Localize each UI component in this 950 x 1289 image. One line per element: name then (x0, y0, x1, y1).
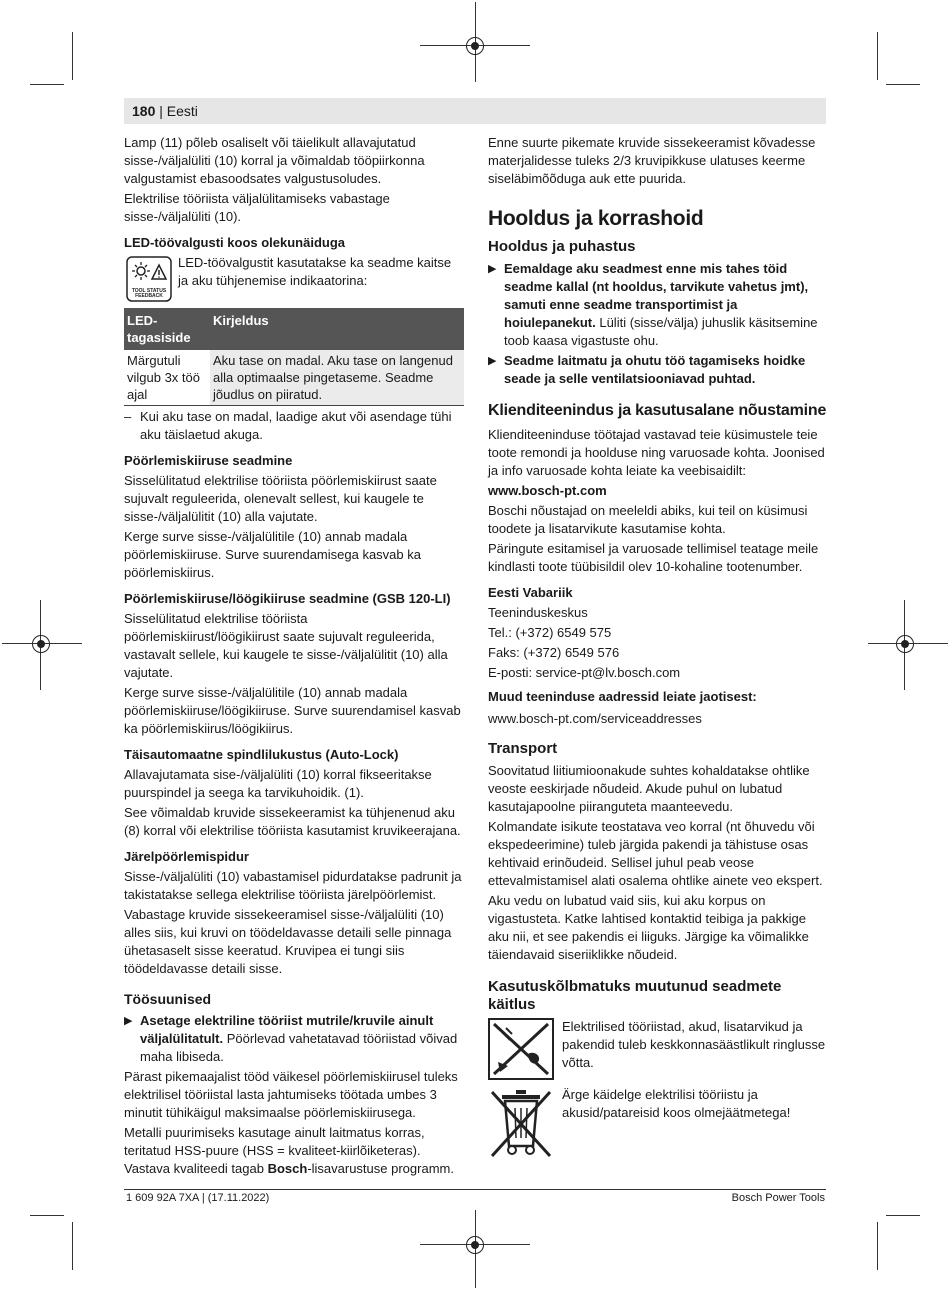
paragraph: Kerge surve sisse-/väljalülitile (10) annab madala pöörlemiskiiruse. Surve suurendamisega kasvab ka pöörlemiskiirus. (124, 529, 421, 580)
svg-text:FEEDBACK: FEEDBACK (135, 293, 163, 299)
footer-brand: Bosch Power Tools (731, 1192, 825, 1204)
section-heading: Järelpöörlemispidur (124, 849, 249, 864)
led-intro-row (124, 254, 464, 302)
paragraph: See võimaldab kruvide sissekeeramist ka tühjenenud aku (8) korral või elektrilise tööriista kasutamist kruvikeerajana. (124, 805, 461, 838)
paragraph: Sisselülitatud elektrilise tööriista pöörlemiskiirust saate sujuvalt reguleerida, olenevalt sellest, kui kaugele te sisse-/väljalülitit (10) alla vajutate. (124, 473, 437, 524)
list-item: ▶ Eemaldage aku seadmest enne mis tahes töid seadme kallal (nt hooldus, tarvikute vahetus jmt), samuti enne seadme transportimist ja hoiulepanekut. Lüliti (sisse/välja) juhuslik käsitsemine toob kaasa vigastuste ohu. (488, 261, 818, 348)
paragraph: Elektrilised tööriistad, akud, lisatarvikud ja pakendid tuleb keskkonnasäästlikult ringlusse võtta. (562, 1019, 826, 1070)
disposal-row (488, 1018, 828, 1080)
paragraph: Metalli puurimiseks kasutage ainult laitmatus korras, teritatud HSS-puure (HSS = kvaliteet-kiirlõiketeras). Vastava kvaliteedi tagab Bosch-lisavarustuse programm. (124, 1125, 454, 1176)
svg-text:TOOL STATUS: TOOL STATUS (131, 288, 167, 294)
table-cell: Märgutuli vilgub 3x töö ajal (124, 350, 210, 406)
paragraph: Lamp (11) põleb osaliselt või täielikult allavajutatud sisse-/väljalüliti (10) korral ja võimaldab tööpiirkonna valgustamist ebasoodsates valgustusoludes. (124, 135, 425, 186)
page-number: 180 (132, 103, 156, 119)
paragraph: Allavajutamata sise-/väljalüliti (10) korral fikseeritakse puurspindel ja seega ka tarvikuhoidik. (1). (124, 767, 432, 800)
list-item: ▶ Asetage elektriline tööriist mutrile/kruvile ainult väljalülitatult. Pöörlevad vahetatavad tööriistad võivad maha libiseda. (124, 1013, 458, 1064)
paragraph: Päringute esitamisel ja varuosade tellimisel teatage meile kindlasti toote tüübisildil olev 10-kohaline tootenumber. (488, 541, 819, 574)
paragraph: Sisselülitatud elektrilise tööriista pöörlemiskiirust/löögikiirust saate sujuvalt reguleerida, vastavalt sellele, kui kaugele te sisse-/väljalülitit (10) alla vajutate. (124, 611, 448, 680)
crop-mark (877, 32, 878, 80)
registration-mark-icon (32, 635, 50, 653)
section-heading: Klienditeenindus ja kasutusalane nõustamine (488, 402, 827, 419)
recycle-no-dumping-icon (488, 1018, 554, 1080)
paragraph: Enne suurte pikemate kruvide sissekeeramist kõvadesse materjalidesse tuleks 2/3 kruvipikkuse ulatuses keerme siseläbimõõduga auk ette puurida. (488, 135, 816, 186)
paragraph: Kerge surve sisse-/väljalülitile (10) annab madala pöörlemiskiiruse/löögikiiruse. Surve suurendamisel kasvab ka pöörlemiskiirus/löögikiirus. (124, 685, 461, 736)
list-item: – Kui aku tase on madal, laadige akut või asendage tühi aku täislaetud akuga. (124, 409, 452, 442)
footer-divider (124, 1189, 826, 1190)
paragraph: Sisse-/väljalüliti (10) vabastamisel pidurdatakse padrunit ja takistatakse sellega elektrilise tööriista järelpöörlemist. (124, 869, 462, 902)
crossed-out-bin-icon (488, 1086, 554, 1158)
paragraph: Pärast pikemaajalist tööd väikesel pöörlemiskiirusel tuleks elektrilisel tööriistal lasta jahtumiseks töötada umbes 3 minutit tühikäigul maksimaalse pöörlemiskiirusega. (124, 1069, 458, 1120)
table-row (124, 350, 464, 406)
section-heading: Töösuunised (124, 991, 212, 1007)
paragraph: Elektrilise tööriista väljalülitamiseks vabastage sisse-/väljalüliti (10). (124, 191, 390, 224)
section-heading: Pöörlemiskiiruse/löögikiiruse seadmine (GSB 120-LI) (124, 591, 451, 606)
paragraph: Boschi nõustajad on meeleldi abiks, kui teil on küsimusi toodete ja lisatarvikute kasutamise kohta. (488, 503, 808, 536)
section-heading: Transport (488, 740, 558, 757)
crop-mark (72, 1222, 73, 1270)
service-link[interactable]: www.bosch-pt.com (488, 483, 607, 498)
paragraph: Ärge käidelge elektrilisi tööriistu ja akusid/patareisid koos olmejäätmetega! (562, 1087, 791, 1120)
paragraph: Kolmandate isikute teostatava veo korral (nt õhuvedu või ekspedeerimine) tuleb järgida pakendi ja tähistuse osas kehtivaid erinõudeid. Sellisel juhul peab veose ettevalmistamisel alati osalema ohtlike ainete veo ekspert. (488, 819, 823, 888)
language-label: Eesti (166, 103, 198, 119)
crop-mark (877, 1222, 878, 1270)
table-header-row (124, 308, 464, 350)
crop-mark (30, 84, 64, 85)
crop-mark (30, 1215, 64, 1216)
paragraph: Aku vedu on lubatud vaid siis, kui aku korpus on vigastusteta. Katke lahtised kontaktid teibiga ja pakkige aku nii, et see pakendis ei liiguks. Järgige ka võimalikke täiendavaid siseriiklikke nõudeid. (488, 893, 809, 962)
registration-mark-icon (896, 635, 914, 653)
service-addresses-link[interactable]: www.bosch-pt.com/serviceaddresses (488, 711, 702, 726)
page-header: 180 | Eesti (124, 98, 826, 124)
paragraph: Klienditeeninduse töötajad vastavad teie küsimustele teie toote remondi ja hoolduse ning varuosade kohta. Joonised ja info varuosade kohta leiate ka veebisaidilt: (488, 427, 825, 478)
disposal-row (488, 1086, 828, 1158)
registration-mark-icon (466, 1236, 484, 1254)
footer-doc-id: 1 609 92A 7XA | (17.11.2022) (126, 1192, 270, 1204)
section-heading: Kasutuskõlbmatuks muutunud seadmete käitlus (488, 978, 782, 1013)
paragraph: Soovitatud liitiumioonakude suhtes kohaldatakse ohtlike veoste eeskirjade nõudeid. Akude puhul on lubatud kasutajapoolne piiranguteta maanteevedu. (488, 763, 810, 814)
country-label: Eesti Vabariik (488, 585, 573, 600)
chapter-heading: Hooldus ja korrashoid (488, 207, 704, 230)
left-column (124, 134, 464, 1180)
crop-mark (886, 84, 920, 85)
service-center: Teeninduskeskus (488, 605, 588, 620)
section-heading: LED-töövalgusti koos olekunäiduga (124, 235, 346, 250)
section-heading: Hooldus ja puhastus (488, 238, 636, 255)
phone: Tel.: (+372) 6549 575 (488, 625, 612, 640)
table-header-cell: Kirjeldus (210, 308, 464, 350)
registration-mark-icon (466, 37, 484, 55)
led-table (124, 308, 464, 406)
table-header-cell: LED-tagasiside (124, 308, 210, 350)
paragraph: LED-töövalgustit kasutatakse ka seadme kaitse ja aku tühjenemise indikaatorina: (178, 255, 452, 288)
email[interactable]: E-posti: service-pt@lv.bosch.com (488, 665, 681, 680)
fax: Faks: (+372) 6549 576 (488, 645, 620, 660)
crop-mark (72, 32, 73, 80)
crop-mark (886, 1215, 920, 1216)
list-item: ▶ Seadme laitmatu ja ohutu töö tagamiseks hoidke seade ja selle ventilatsiooniavad puhtad. (488, 353, 806, 386)
section-heading: Pöörlemiskiiruse seadmine (124, 453, 293, 468)
tool-status-feedback-icon (126, 256, 172, 302)
right-column (488, 134, 828, 1158)
section-heading: Täisautomaatne spindlilukustus (Auto-Lock) (124, 747, 399, 762)
table-cell: Aku tase on madal. Aku tase on langenud alla optimaalse pingetaseme. Seadme jõudlus on piiratud. (210, 350, 464, 406)
paragraph: Vabastage kruvide sissekeeramisel sisse-/väljalüliti (10) alles siis, kui kruvi on töödeldavasse detaili selle pinnaga ühetasaselt sisse keeratud. Kruvipea ei tungi siis töödeldavasse detaili sisse. (124, 907, 452, 976)
paragraph: Muud teeninduse aadressid leiate jaotisest: (488, 689, 757, 704)
